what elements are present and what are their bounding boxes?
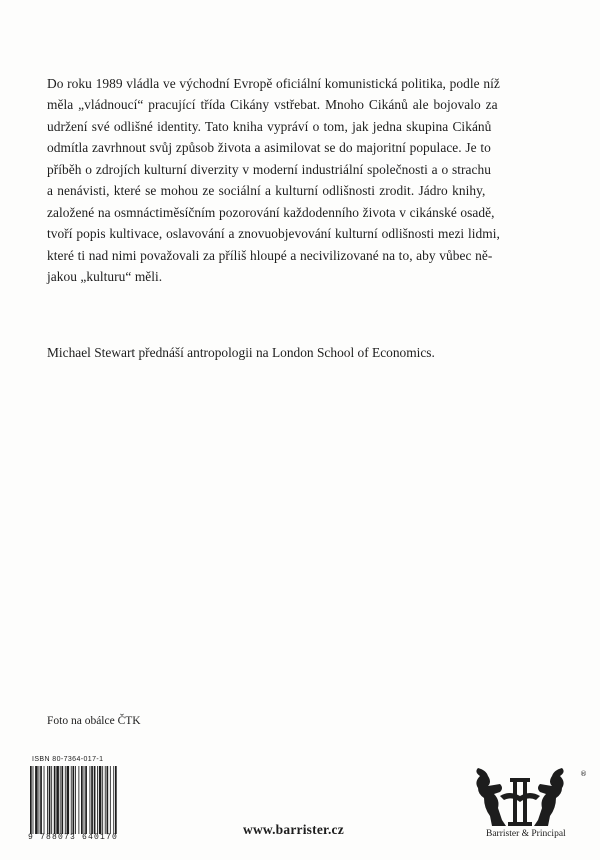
blurb-line: příběh o zdrojích kulturní diverzity v moderní industriální společnosti a o strachu	[47, 162, 492, 177]
registered-mark: ®	[580, 770, 587, 778]
isbn-block	[28, 756, 148, 846]
blurb-line: odmítla zavrhnout svůj způsob života a asimilovat se do majoritní populace. Je to	[47, 140, 491, 155]
photo-credit: Foto na obálce ČTK	[47, 715, 141, 727]
isbn-label: ISBN 80-7364-017-1	[32, 756, 104, 763]
barcode-icon	[28, 766, 148, 834]
blurb-line: udržení své odlišné identity. Tato kniha vypráví o tom, jak jedna skupina Cikánů	[47, 119, 492, 134]
blurb-line: tvoří popis kultivace, oslavování a znovuobjevování kulturní odlišnosti mezi lidmi,	[47, 226, 500, 241]
blurb-line: a nenávisti, které se mohou ze sociální a kulturní odlišnosti zrodit. Jádro knihy,	[47, 183, 486, 198]
author-note: Michael Stewart přednáší antropologii na London School of Economics.	[47, 345, 435, 360]
blurb-line: Do roku 1989 vládla ve východní Evropě oficiální komunistická politika, podle níž	[47, 76, 500, 91]
publisher-website: www.barrister.cz	[243, 822, 344, 837]
blurb-line: které ti nad nimi považovali za příliš hloupé a necivilizované na to, aby vůbec ně-	[47, 248, 493, 263]
barcode-digits: 9 788073 640170	[28, 833, 119, 842]
blurb-line: měla „vládnoucí“ pracující třída Cikány vstřebat. Mnoho Cikánů ale bojovalo za	[47, 97, 498, 112]
publisher-logo-icon	[470, 768, 570, 828]
publisher-name: Barrister & Principal	[486, 829, 566, 839]
blurb-line: jakou „kulturu“ měli.	[47, 269, 163, 284]
blurb-line: založené na osmnáctiměsíčním pozorování každodenního života v cikánské osadě,	[47, 205, 495, 220]
